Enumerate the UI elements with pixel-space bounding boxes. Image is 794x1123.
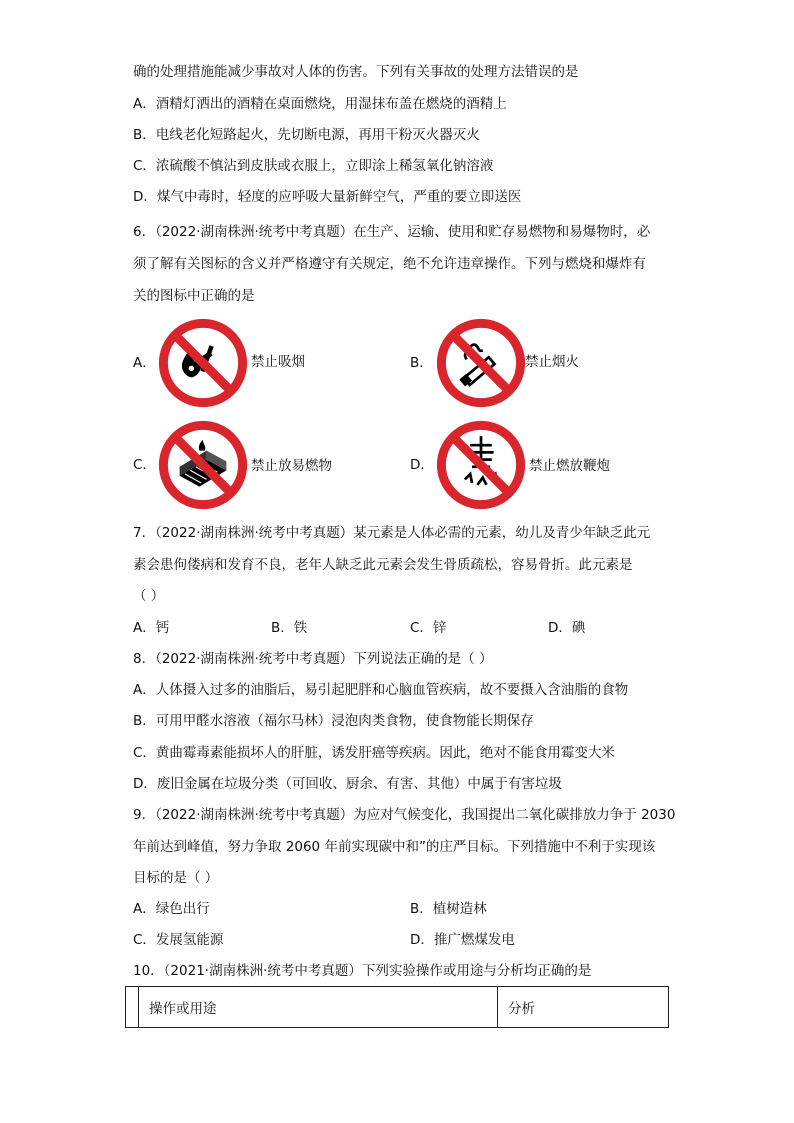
q6-stem-line-3: 关的图标中正确的是 — [133, 288, 255, 304]
burning-match-icon — [158, 318, 248, 408]
cigarette-icon — [436, 318, 526, 408]
q8-option-a: A．人体摄入过多的油脂后，易引起肥胖和心脑血管疾病，故不要摄入含油脂的食物 — [133, 682, 629, 698]
q8-option-b: B．可用甲醛水溶液（福尔马林）浸泡肉类食物，使食物能长期保存 — [133, 713, 534, 729]
q8-stem: 8．（2022·湖南株洲·统考中考真题）下列说法正确的是（ ） — [133, 651, 493, 667]
q6-option-c-letter: C． — [133, 457, 156, 473]
q6-option-c-label: 禁止放易燃物 — [251, 458, 332, 474]
q9-option-a: A．绿色出行 — [133, 901, 210, 917]
q5-option-d: D．煤气中毒时，轻度的应呼吸大量新鲜空气，严重的要立即送医 — [133, 189, 522, 205]
q6-option-b-label: 禁止烟火 — [525, 354, 579, 370]
q7-stem-line-3: （ ） — [133, 588, 165, 604]
q7-option-b: B．铁 — [271, 620, 308, 636]
firecracker-icon — [436, 420, 526, 510]
q9-option-b: B．植树造林 — [410, 901, 487, 917]
q5-option-b: B．电线老化短路起火，先切断电源，再用干粉灭火器灭火 — [133, 127, 480, 143]
q6-option-b-letter: B． — [410, 355, 433, 371]
q9-stem-line-2: 年前达到峰值，努力争取 2060 年前实现碳中和”的庄严目标。下列措施中不利于实现该 — [133, 839, 656, 855]
q6-stem-line-2: 须了解有关图标的含义并严格遵守有关规定，绝不允许违章操作。下列与燃烧和爆炸有 — [133, 256, 646, 272]
q7-option-a: A．钙 — [133, 620, 170, 636]
q10-table — [125, 986, 669, 1028]
q8-option-c: C．黄曲霉毒素能损坏人的肝脏，诱发肝癌等疾病。因此，绝对不能食用霉变大米 — [133, 745, 615, 761]
q10-header-operation: 操作或用途 — [139, 987, 498, 1028]
q10-header-index — [126, 987, 139, 1028]
matchbox-icon — [158, 420, 248, 510]
q9-stem-line-3: 目标的是（ ） — [133, 870, 219, 886]
q7-stem-line-1: 7．（2022·湖南株洲·统考中考真题）某元素是人体必需的元素，幼儿及青少年缺乏此元 — [133, 525, 651, 541]
q7-option-d: D．碘 — [548, 620, 586, 636]
q9-stem-line-1: 9．（2022·湖南株洲·统考中考真题）为应对气候变化，我国提出二氧化碳排放力争于 2030 — [133, 807, 676, 823]
q6-option-d-letter: D． — [410, 457, 434, 473]
q8-option-d: D．废旧金属在垃圾分类（可回收、厨余、有害、其他）中属于有害垃圾 — [133, 776, 562, 792]
q7-option-c: C．锌 — [410, 620, 447, 636]
q10-header-analysis: 分析 — [498, 987, 669, 1028]
q7-stem-line-2: 素会患佝偻病和发育不良，老年人缺乏此元素会发生骨质疏松，容易骨折。此元素是 — [133, 557, 633, 573]
q6-option-a-label: 禁止吸烟 — [251, 354, 305, 370]
q10-table-header-row — [126, 987, 669, 1028]
q5-stem-tail: 确的处理措施能减少事故对人体的伤害。下列有关事故的处理方法错误的是 — [133, 64, 579, 80]
q9-option-d: D．推广燃煤发电 — [410, 932, 515, 948]
q10-stem: 10．（2021·湖南株洲·统考中考真题）下列实验操作或用途与分析均正确的是 — [133, 963, 592, 979]
q9-option-c: C．发展氢能源 — [133, 932, 224, 948]
q6-option-a-letter: A． — [133, 355, 156, 371]
q5-option-a: A．酒精灯洒出的酒精在桌面燃烧，用湿抹布盖在燃烧的酒精上 — [133, 96, 507, 112]
q5-option-c: C．浓硫酸不慎沾到皮肤或衣服上，立即涂上稀氢氧化钠溶液 — [133, 158, 494, 174]
q6-option-d-label: 禁止燃放鞭炮 — [529, 458, 610, 474]
q6-stem-line-1: 6．（2022·湖南株洲·统考中考真题）在生产、运输、使用和贮存易燃物和易爆物时，必 — [133, 224, 651, 240]
